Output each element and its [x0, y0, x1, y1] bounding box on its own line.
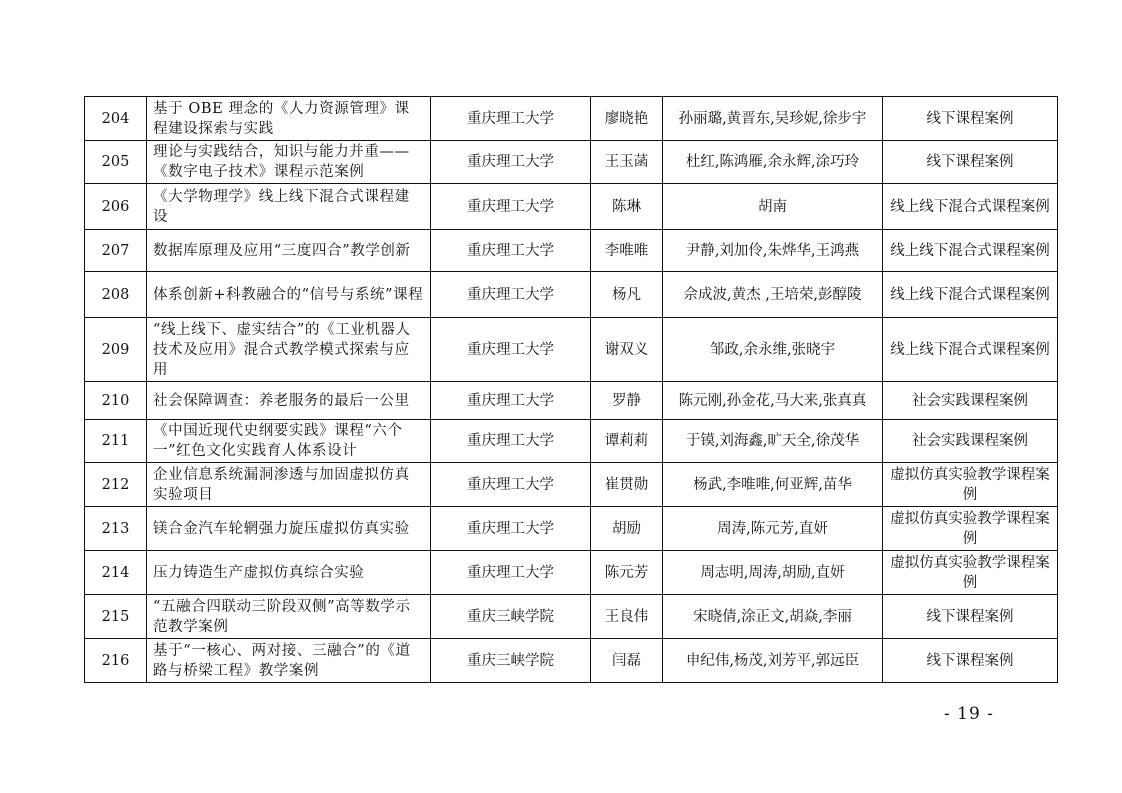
school-name: 重庆理工大学 [431, 551, 591, 595]
school-name: 重庆理工大学 [431, 97, 591, 141]
case-type: 线下课程案例 [883, 639, 1058, 683]
case-title: 数据库原理及应用“三度四合”教学创新 [147, 230, 431, 272]
case-type: 线下课程案例 [883, 141, 1058, 184]
team-members: 周志明,周涛,胡励,直妍 [663, 551, 883, 595]
school-name: 重庆理工大学 [431, 382, 591, 420]
school-name: 重庆理工大学 [431, 141, 591, 184]
case-list-body [85, 97, 1058, 683]
case-type: 线上线下混合式课程案例 [883, 230, 1058, 272]
row-number: 212 [85, 463, 147, 507]
case-title: 《大学物理学》线上线下混合式课程建设 [147, 184, 431, 230]
school-name: 重庆三峡学院 [431, 639, 591, 683]
row-number: 209 [85, 318, 147, 382]
case-type: 虚拟仿真实验教学课程案例 [883, 551, 1058, 595]
row-number: 204 [85, 97, 147, 141]
team-members: 杜红,陈鸿雁,余永辉,涂巧玲 [663, 141, 883, 184]
case-type: 社会实践课程案例 [883, 382, 1058, 420]
case-type: 线上线下混合式课程案例 [883, 318, 1058, 382]
team-members: 宋晓倩,涂正文,胡焱,李丽 [663, 595, 883, 639]
row-number: 216 [85, 639, 147, 683]
case-type: 线上线下混合式课程案例 [883, 272, 1058, 318]
team-members: 尹静,刘加伶,朱烨华,王鸿燕 [663, 230, 883, 272]
case-title: 《中国近现代史纲要实践》课程“六个一”红色文化实践育人体系设计 [147, 420, 431, 463]
case-title: 基于 OBE 理念的《人力资源管理》课程建设探索与实践 [147, 97, 431, 141]
table-row [85, 507, 1058, 551]
case-title: “五融合四联动三阶段双侧”高等数学示范教学案例 [147, 595, 431, 639]
row-number: 215 [85, 595, 147, 639]
row-number: 207 [85, 230, 147, 272]
school-name: 重庆理工大学 [431, 272, 591, 318]
leader-name: 崔贯勋 [591, 463, 663, 507]
case-title: 企业信息系统漏洞渗透与加固虚拟仿真实验项目 [147, 463, 431, 507]
case-type: 线下课程案例 [883, 97, 1058, 141]
case-title: 压力铸造生产虚拟仿真综合实验 [147, 551, 431, 595]
table-row [85, 97, 1058, 141]
leader-name: 闫磊 [591, 639, 663, 683]
page-number: - 19 - [944, 704, 994, 724]
leader-name: 谭莉莉 [591, 420, 663, 463]
table-row [85, 382, 1058, 420]
table-row [85, 463, 1058, 507]
school-name: 重庆理工大学 [431, 184, 591, 230]
team-members: 杨武,李唯唯,何亚辉,苗华 [663, 463, 883, 507]
table-row [85, 595, 1058, 639]
row-number: 210 [85, 382, 147, 420]
leader-name: 谢双义 [591, 318, 663, 382]
row-number: 205 [85, 141, 147, 184]
team-members: 孙丽璐,黄晋东,吴珍妮,徐步宇 [663, 97, 883, 141]
case-type: 虚拟仿真实验教学课程案例 [883, 507, 1058, 551]
table-row [85, 639, 1058, 683]
leader-name: 胡励 [591, 507, 663, 551]
table-row [85, 318, 1058, 382]
leader-name: 罗静 [591, 382, 663, 420]
case-type: 线下课程案例 [883, 595, 1058, 639]
team-members: 于镆,刘海鑫,旷天全,徐茂华 [663, 420, 883, 463]
leader-name: 王玉菡 [591, 141, 663, 184]
case-title: 体系创新+科教融合的“信号与系统”课程 [147, 272, 431, 318]
team-members: 佘成波,黄杰 ,王培荣,彭醇陵 [663, 272, 883, 318]
leader-name: 李唯唯 [591, 230, 663, 272]
case-type: 社会实践课程案例 [883, 420, 1058, 463]
school-name: 重庆理工大学 [431, 230, 591, 272]
school-name: 重庆理工大学 [431, 420, 591, 463]
case-title: 社会保障调查：养老服务的最后一公里 [147, 382, 431, 420]
leader-name: 陈琳 [591, 184, 663, 230]
school-name: 重庆三峡学院 [431, 595, 591, 639]
table-row [85, 230, 1058, 272]
school-name: 重庆理工大学 [431, 507, 591, 551]
table-row [85, 272, 1058, 318]
row-number: 211 [85, 420, 147, 463]
case-title: “线上线下、虚实结合”的《工业机器人技术及应用》混合式教学模式探索与应用 [147, 318, 431, 382]
case-type: 线上线下混合式课程案例 [883, 184, 1058, 230]
school-name: 重庆理工大学 [431, 318, 591, 382]
row-number: 208 [85, 272, 147, 318]
row-number: 206 [85, 184, 147, 230]
case-type: 虚拟仿真实验教学课程案例 [883, 463, 1058, 507]
school-name: 重庆理工大学 [431, 463, 591, 507]
team-members: 邹政,余永维,张晓宇 [663, 318, 883, 382]
team-members: 申纪伟,杨茂,刘芳平,郭远臣 [663, 639, 883, 683]
row-number: 214 [85, 551, 147, 595]
table-row [85, 141, 1058, 184]
case-title: 镁合金汽车轮辋强力旋压虚拟仿真实验 [147, 507, 431, 551]
leader-name: 廖晓艳 [591, 97, 663, 141]
table-row [85, 420, 1058, 463]
leader-name: 杨凡 [591, 272, 663, 318]
leader-name: 陈元芳 [591, 551, 663, 595]
team-members: 胡南 [663, 184, 883, 230]
leader-name: 王良伟 [591, 595, 663, 639]
row-number: 213 [85, 507, 147, 551]
case-list-table [84, 96, 1058, 683]
case-title: 基于“一核心、两对接、三融合”的《道路与桥梁工程》教学案例 [147, 639, 431, 683]
case-title: 理论与实践结合，知识与能力并重——《数字电子技术》课程示范案例 [147, 141, 431, 184]
table-row [85, 551, 1058, 595]
team-members: 陈元刚,孙金花,马大来,张真真 [663, 382, 883, 420]
table-row [85, 184, 1058, 230]
team-members: 周涛,陈元芳,直妍 [663, 507, 883, 551]
